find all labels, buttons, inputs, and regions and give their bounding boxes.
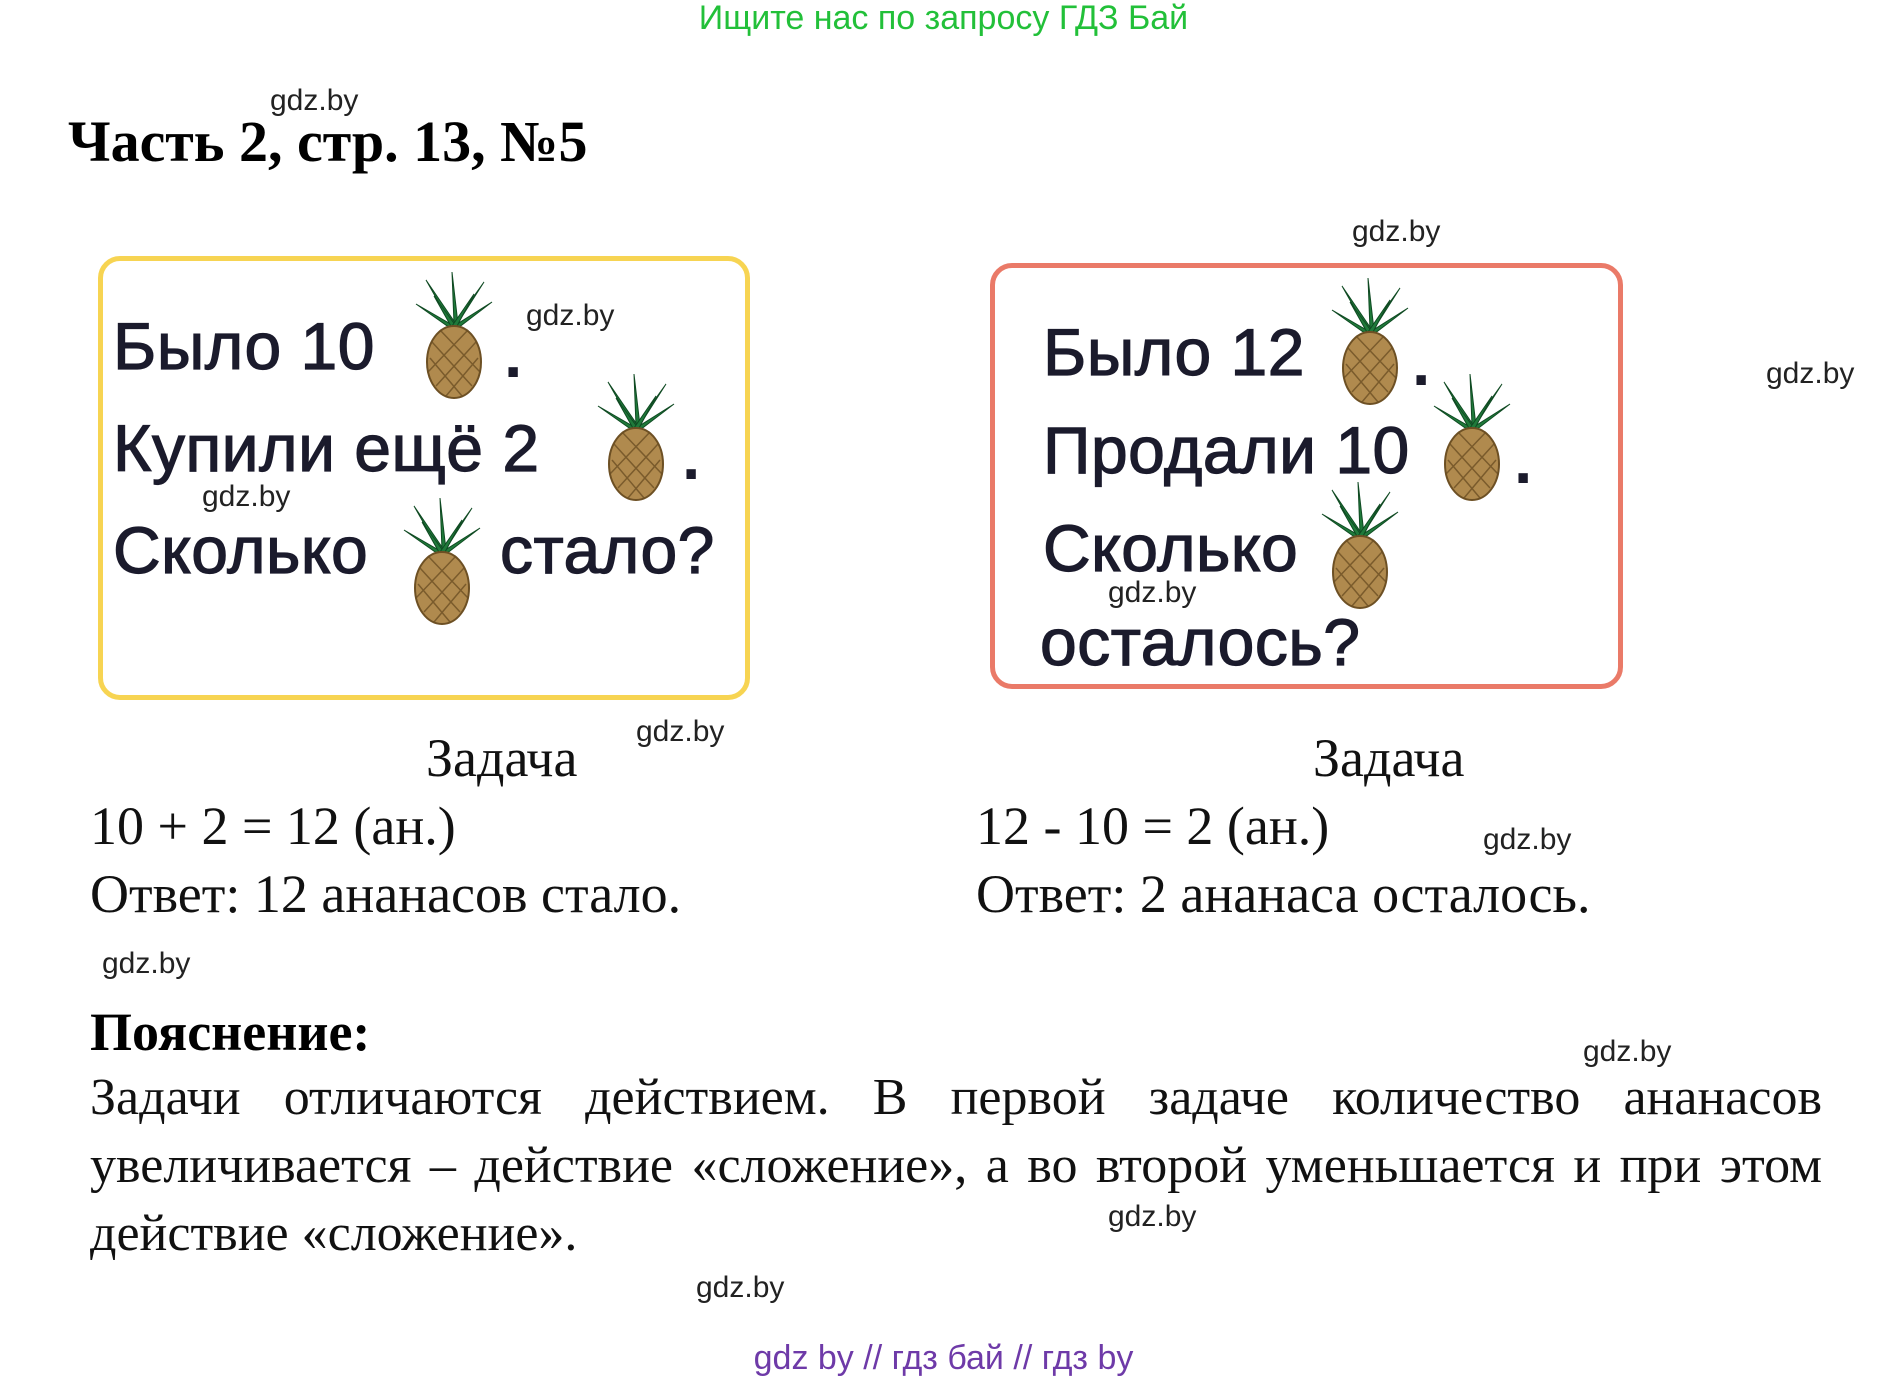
period: . — [682, 419, 701, 493]
footer-links[interactable]: gdz by // гдз бай // гдз by — [753, 1339, 1134, 1377]
task1-line-2: Купили ещё 2 — [113, 411, 540, 485]
watermark: gdz.by — [202, 480, 291, 513]
solution2-answer: Ответ: 2 ананаса осталось. — [976, 864, 1591, 924]
explanation-text: Задачи отличаются действием. В первой задаче количество ананасов увеличивается – действие «сложение», а во второй уменьшается и при этом действие «сложение». — [90, 1069, 1822, 1262]
explanation-heading: Пояснение: — [90, 1002, 371, 1062]
watermark: gdz.by — [102, 947, 191, 980]
pineapple-icon — [1430, 370, 1514, 502]
task2-line-4: осталось? — [1040, 605, 1361, 679]
task2-line-1: Было 12 — [1043, 315, 1305, 389]
watermark: gdz.by — [1352, 215, 1441, 248]
watermark: gdz.by — [270, 84, 359, 117]
pineapple-icon — [1318, 478, 1402, 610]
solution1-answer: Ответ: 12 ананасов стало. — [90, 864, 682, 924]
period: . — [1412, 325, 1431, 399]
solution2-equation: 12 - 10 = 2 (ан.) — [976, 796, 1330, 856]
solution2-caption: Задача — [1313, 728, 1465, 788]
pineapple-icon — [594, 370, 678, 502]
pineapple-icon — [412, 268, 496, 400]
search-banner[interactable]: Ищите нас по запросу ГДЗ Бай — [698, 0, 1189, 37]
task2-line-2: Продали 10 — [1043, 413, 1410, 487]
watermark: gdz.by — [526, 299, 615, 332]
task2-line-3: Сколько — [1043, 511, 1299, 585]
page-title: Часть 2, стр. 13, №5 — [68, 109, 588, 174]
period: . — [1514, 423, 1533, 497]
watermark: gdz.by — [1108, 1200, 1197, 1233]
watermark: gdz.by — [1583, 1035, 1672, 1068]
task1-line-1: Было 10 — [113, 309, 375, 383]
watermark: gdz.by — [1483, 823, 1572, 856]
watermark: gdz.by — [636, 715, 725, 748]
task1-line-3-end: стало? — [500, 513, 715, 587]
watermark: gdz.by — [1108, 576, 1197, 609]
solution1-caption: Задача — [426, 728, 578, 788]
period: . — [504, 317, 523, 391]
pineapple-icon — [1328, 274, 1412, 406]
watermark: gdz.by — [696, 1271, 785, 1304]
task1-line-3-start: Сколько — [113, 513, 369, 587]
pineapple-icon — [400, 494, 484, 626]
watermark: gdz.by — [1766, 357, 1855, 390]
solution1-equation: 10 + 2 = 12 (ан.) — [90, 796, 456, 856]
